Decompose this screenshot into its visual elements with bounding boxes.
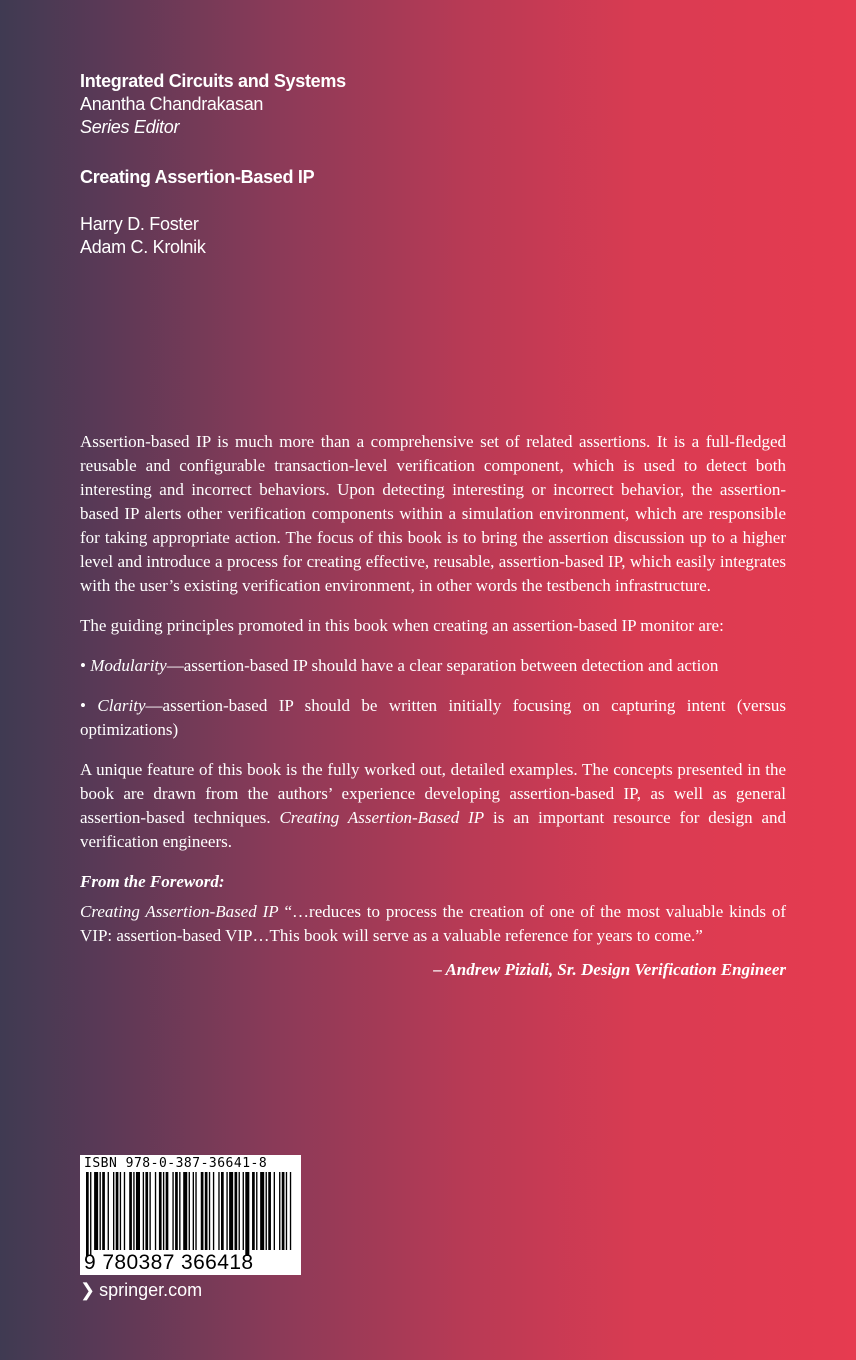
isbn-barcode — [80, 1155, 301, 1275]
barcode-bar — [94, 1172, 98, 1250]
barcode-bar — [124, 1172, 125, 1250]
barcode-bar — [113, 1172, 114, 1250]
barcode-bar — [149, 1172, 150, 1250]
barcode-bar — [108, 1172, 109, 1250]
barcode-bar — [172, 1172, 173, 1250]
bullet-text: —assertion-based IP should be written initially focusing on capturing intent (versus optimizations) — [80, 696, 786, 739]
barcode-bar — [226, 1172, 227, 1250]
barcode-bar — [201, 1172, 204, 1250]
bullet-term: Clarity — [97, 696, 146, 715]
barcode-bar — [290, 1172, 291, 1250]
chevron-right-icon: ❯ — [80, 1280, 96, 1300]
barcode-bar — [209, 1172, 210, 1250]
barcode-bar — [102, 1172, 105, 1250]
publisher-link[interactable] — [80, 1280, 202, 1301]
barcode-bar — [183, 1172, 187, 1250]
book-title-inline: Creating Assertion-Based IP — [279, 808, 485, 827]
barcode-bar — [189, 1172, 190, 1250]
barcode-bar — [129, 1172, 132, 1250]
barcode-bar — [155, 1172, 156, 1250]
barcode-bar — [163, 1172, 164, 1250]
barcode-bar — [256, 1172, 257, 1250]
barcode-bar — [116, 1172, 119, 1250]
barcode-bar — [282, 1172, 285, 1250]
author-2: Adam C. Krolnik — [80, 237, 206, 257]
barcode-bar — [274, 1172, 275, 1250]
bullet-text: —assertion-based IP should have a clear separation between detection and action — [166, 656, 719, 675]
paragraph-text: A unique feature of this book is the fully worked out, detailed examples. The concepts presented in the book are drawn from the authors’ experience developing assertion-based IP, as well as general assertion-based techniques. — [80, 760, 786, 827]
publisher-site: springer.com — [99, 1280, 203, 1300]
foreword-quote — [80, 900, 786, 948]
bullet-clarity — [80, 694, 786, 742]
description-paragraph-5 — [80, 758, 786, 854]
barcode-bar — [120, 1172, 121, 1250]
barcode-bar — [239, 1172, 240, 1250]
authors — [80, 213, 206, 259]
barcode-bar — [193, 1172, 194, 1250]
barcode-bar — [266, 1172, 267, 1250]
barcode-bar — [218, 1172, 219, 1250]
quote-text: “…reduces to process the creation of one of the most valuable kinds of VIP: assertion-based VIP…This book will serve as a valuable reference for years to come.” — [80, 902, 787, 945]
book-title-inline: Creating Assertion-Based IP — [80, 902, 279, 921]
barcode-bar — [245, 1172, 249, 1256]
barcode-bar — [279, 1172, 280, 1250]
barcode-bars — [86, 1172, 295, 1256]
isbn-label: ISBN 978-0-387-36641-8 — [84, 1156, 268, 1171]
barcode-bar — [136, 1172, 140, 1250]
description-paragraph-2: The guiding principles promoted in this book when creating an assertion-based IP monitor are: — [80, 616, 724, 635]
series-name: Integrated Circuits and Systems — [80, 71, 346, 91]
barcode-bar — [195, 1172, 196, 1250]
bullet-glyph: • — [80, 656, 91, 675]
foreword-heading: From the Foreword: — [80, 872, 225, 891]
barcode-bar — [221, 1172, 224, 1250]
barcode-bar — [235, 1172, 238, 1250]
bullet-glyph: • — [80, 696, 98, 715]
barcode-bar — [213, 1172, 214, 1250]
foreword-attribution: – Andrew Piziali, Sr. Design Verification Engineer — [433, 960, 786, 979]
series-editor-role: Series Editor — [80, 117, 180, 137]
barcode-bar — [252, 1172, 255, 1250]
barcode-bar — [143, 1172, 144, 1250]
barcode-bar — [100, 1172, 101, 1250]
barcode-bar — [175, 1172, 178, 1250]
bullet-modularity — [80, 654, 786, 678]
barcode-digits: 9 780387 366418 — [84, 1251, 254, 1274]
barcode-bar — [243, 1172, 244, 1250]
barcode-bar — [260, 1172, 264, 1250]
author-1: Harry D. Foster — [80, 214, 199, 234]
paragraph-text: is an important resource for design and verification engineers. — [80, 808, 786, 851]
book-title: Creating Assertion-Based IP — [80, 167, 315, 187]
barcode-bar — [179, 1172, 180, 1250]
description — [80, 430, 786, 982]
barcode-bar — [145, 1172, 148, 1250]
barcode-bar — [229, 1172, 233, 1250]
description-paragraph-1: Assertion-based IP is much more than a comprehensive set of related assertions. It is a full-fledged reusable and configurable transaction-level verification component, which is used to detect both interesting and incorrect behaviors. Upon detecting interesting or incorrect behavior, the assertion-based IP alerts other verification components within a simulation environment, which are responsible for taking appropriate action. The focus of this book is to bring the assertion discussion up to a higher level and introduce a process for creating effective, reusable, assertion-based IP, which easily integrates with the user’s existing verification environment, in other words the testbench infrastructure. — [80, 432, 786, 595]
bullet-term: Modularity — [90, 656, 167, 675]
barcode-bar — [286, 1172, 287, 1250]
barcode-bar — [205, 1172, 208, 1250]
barcode-bar — [166, 1172, 169, 1250]
barcode-bar — [159, 1172, 162, 1250]
barcode-bar — [133, 1172, 134, 1250]
barcode-bar — [268, 1172, 271, 1250]
series-editor: Anantha Chandrakasan — [80, 94, 264, 114]
barcode-bar — [86, 1172, 89, 1256]
series-block — [80, 70, 346, 139]
barcode-bar — [90, 1172, 91, 1256]
